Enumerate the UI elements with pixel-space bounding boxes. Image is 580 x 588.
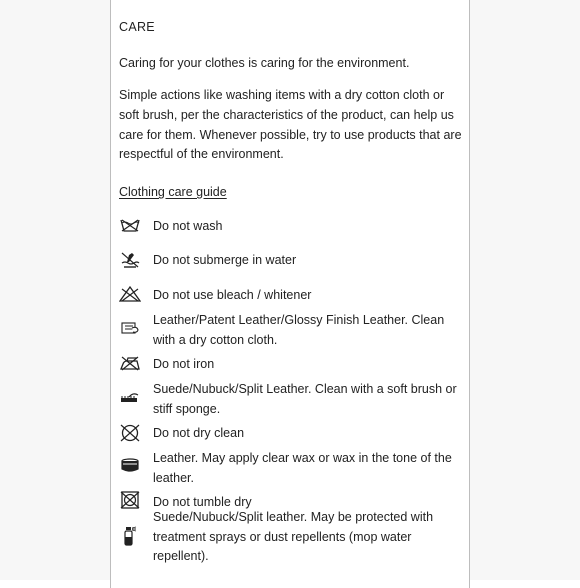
care-item-label: Leather. May apply clear wax or wax in the tone of the leather. [153,451,452,485]
care-item-label: Suede/Nubuck/Split Leather. Clean with a soft brush or stiff sponge. [153,382,457,416]
care-paragraph: Simple actions like washing items with a dry cotton cloth or soft brush, per the characteristics of the product, can help us care for them. Whenever possible, try to use products that are respectful of the environment. [119,88,462,162]
care-item-label: Suede/Nubuck/Split leather. May be protected with treatment sprays or dust repellents (mop water repellent). [153,510,434,563]
brush-clean-icon [119,389,141,407]
clothing-care-guide-link[interactable]: Clothing care guide [119,185,227,199]
do-not-iron-icon [119,355,141,373]
care-item-label: Do not dry clean [153,426,245,440]
do-not-bleach-icon [119,286,141,304]
do-not-submerge-icon [119,251,141,269]
care-title: CARE [119,20,155,34]
care-item-label: Do not tumble dry [153,495,252,509]
care-item-label: Do not use bleach / whitener [153,288,312,302]
do-not-tumble-dry-icon [119,491,141,509]
cloth-clean-icon [119,320,141,338]
wax-icon [119,457,141,475]
care-item-label: Do not iron [153,357,215,371]
care-item-label: Leather/Patent Leather/Glossy Finish Leather. Clean with a dry cotton cloth. [153,313,445,347]
spray-icon [119,526,141,544]
care-item-label: Do not submerge in water [153,253,297,267]
do-not-dry-clean-icon [119,424,141,442]
care-item-label: Do not wash [153,219,223,233]
care-panel [110,0,470,588]
do-not-wash-icon [119,217,141,235]
care-intro: Caring for your clothes is caring for the environment. [119,56,410,70]
